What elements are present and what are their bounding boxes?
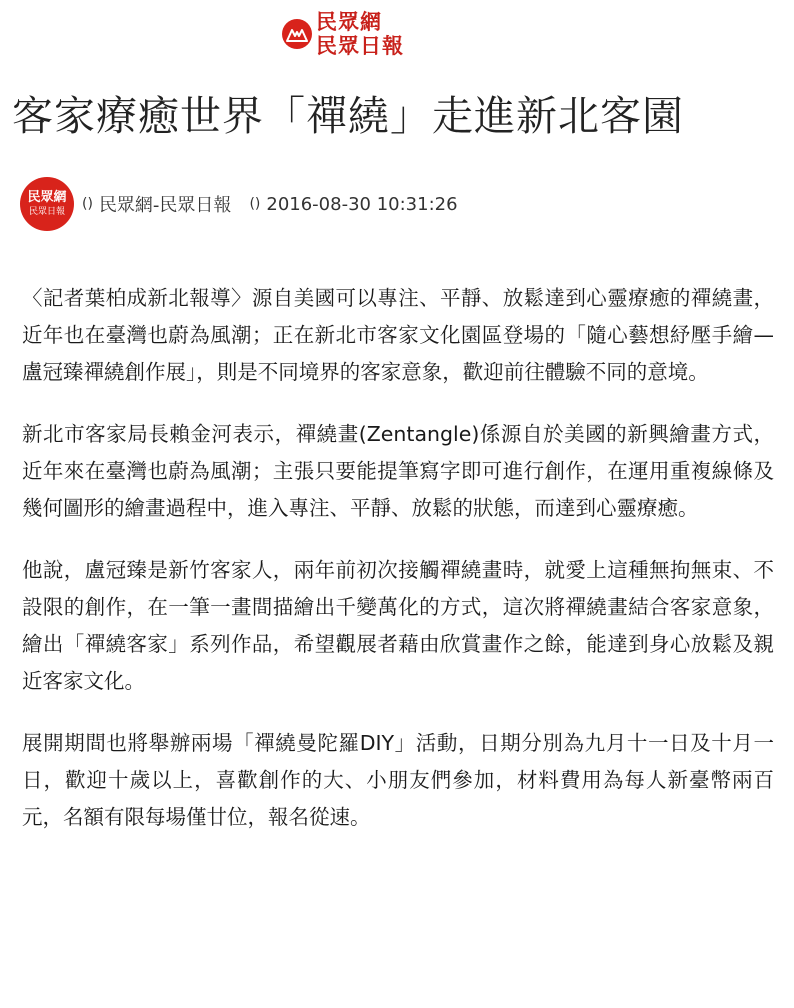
article-paragraph: 展開期間也將舉辦兩場「禪繞曼陀羅DIY」活動，日期分別為九月十一日及十月一日，歡迎十歲以上，喜歡創作的大、小朋友們參加，材料費用為每人新臺幣兩百元，名額有限每場僅廿位，報名從速。 (22, 731, 774, 829)
article-paragraph: 〈記者葉柏成新北報導〉源自美國可以專注、平靜、放鬆達到心靈療癒的禪繞畫，近年也在臺灣也蔚為風潮；正在新北市客家文化園區登場的「隨心藝想紓壓手繪—盧冠臻禪繞創作展」，則是不同境界的客家意象，歡迎前往體驗不同的意境。 (22, 286, 774, 384)
author-placeholder: () (82, 196, 93, 212)
article-meta (20, 176, 458, 232)
article-datetime: 2016-08-30 10:31:26 (266, 193, 458, 215)
avatar-line-2: 民眾日報 (28, 207, 65, 217)
date-placeholder: () (249, 196, 261, 212)
article-paragraph: 他說，盧冠臻是新竹客家人，兩年前初次接觸禪繞畫時，就愛上這種無拘無束、不設限的創作，在一筆一畫間描繪出千變萬化的方式，這次將禪繞畫結合客家意象，繪出「禪繞客家」系列作品，希望觀展者藉由欣賞畫作之餘，能達到身心放鬆及親近客家文化。 (22, 558, 774, 693)
article-title: 客家療癒世界「禪繞」走進新北客園 (12, 92, 684, 140)
source-avatar (20, 177, 74, 231)
logo-text (316, 10, 404, 58)
mountain-logo-icon (282, 19, 312, 49)
logo-line-2: 民眾日報 (316, 33, 404, 58)
article-paragraph: 新北市客家局長賴金河表示，禪繞畫(Zentangle)係源自於美國的新興繪畫方式，近年來在臺灣也蔚為風潮；主張只要能提筆寫字即可進行創作，在運用重複線條及幾何圖形的繪畫過程中，進入專注、平靜、放鬆的狀態，而達到心靈療癒。 (22, 422, 774, 520)
avatar-line-1: 民眾網 (27, 190, 67, 205)
article-source[interactable]: 民眾網-民眾日報 (98, 195, 232, 216)
logo-line-1: 民眾網 (316, 9, 382, 34)
site-logo[interactable] (282, 8, 404, 60)
article-body (22, 280, 774, 861)
